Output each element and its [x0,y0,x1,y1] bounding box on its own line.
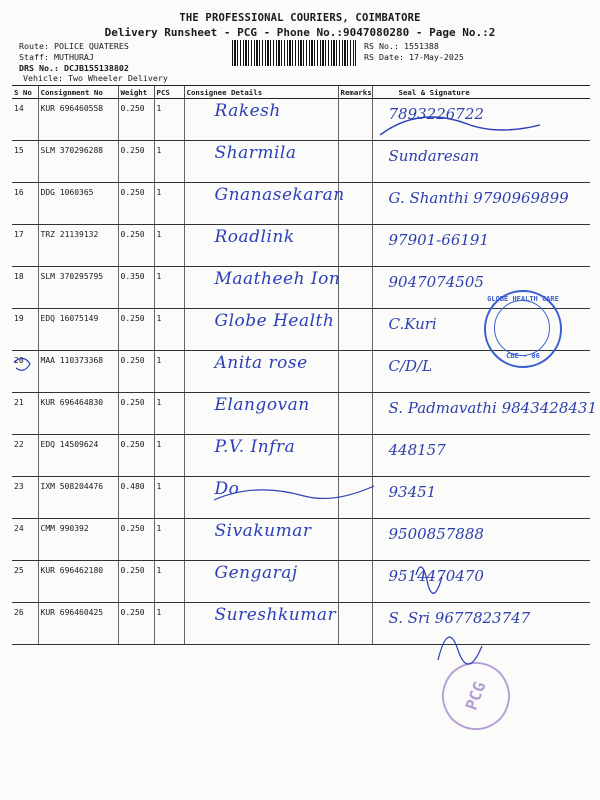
handwritten-signature: 93451 [388,483,437,501]
cell-signature [372,183,590,225]
col-signature: Seal & Signature [372,86,590,99]
cell-sno: 20 [12,351,38,393]
cell-consignee [184,561,338,603]
table-row [12,225,590,267]
cell-weight: 0.250 [118,351,154,393]
handwritten-consignee: P.V. Infra [214,437,296,457]
pcg-seal: PCG [432,652,519,739]
handwritten-signature: C.Kuri [388,315,437,333]
handwritten-consignee: Anita rose [214,353,308,373]
handwritten-consignee: Maatheeh Ion [214,269,341,289]
cell-consignment: KUR 696464830 [38,393,118,435]
cell-signature [372,225,590,267]
handwritten-consignee: Globe Health [214,311,335,331]
table-row [12,435,590,477]
cell-consignee [184,183,345,225]
cell-consignment: MAA 110373368 [38,351,118,393]
handwritten-signature: 9514470470 [388,567,484,585]
cell-pcs: 1 [154,225,184,267]
cell-weight: 0.250 [118,99,154,141]
cell-weight: 0.250 [118,183,154,225]
cell-consignment: SLM 370296288 [38,141,118,183]
seal-bottom-text: CBE - 06 [506,352,540,360]
cell-signature [372,477,590,519]
cell-sno: 26 [12,603,38,645]
company-title: THE PROFESSIONAL COURIERS, COIMBATORE [179,12,421,24]
cell-pcs: 1 [154,309,184,351]
cell-pcs: 1 [154,603,184,645]
vehicle-field: Vehicle: Two Wheeler Delivery [23,73,168,83]
cell-pcs: 1 [154,267,184,309]
seal-top-text: GLOBE HEALTH CARE [487,295,559,303]
handwritten-consignee: Elangovan [214,395,310,415]
cell-remarks [338,267,372,309]
cell-signature [372,561,590,603]
cell-consignment: DDG 1060365 [38,183,118,225]
cell-consignee [184,225,338,267]
cell-signature [372,99,590,141]
cell-consignment: TRZ 21139132 [38,225,118,267]
handwritten-consignee: Sivakumar [214,521,312,541]
route-field: Route: POLICE QUATERES [19,41,129,51]
handwritten-consignee: Gengaraj [214,563,298,583]
handwritten-consignee: Do [214,479,240,499]
cell-pcs: 1 [154,561,184,603]
cell-weight: 0.480 [118,477,154,519]
handwritten-signature: 9047074505 [388,273,484,291]
handwritten-signature: C/D/L [388,357,433,375]
cell-consignee [184,141,338,183]
cell-consignee [184,603,338,645]
cell-sno: 16 [12,183,38,225]
cell-weight: 0.250 [118,225,154,267]
cell-consignment: KUR 696460558 [38,99,118,141]
cell-pcs: 1 [154,351,184,393]
cell-signature [372,393,598,435]
handwritten-consignee: Sureshkumar [214,605,337,625]
cell-consignee [184,477,338,519]
cell-weight: 0.250 [118,435,154,477]
table-row [12,183,590,225]
cell-remarks [338,141,372,183]
runsheet-table [12,85,598,645]
cell-consignee [184,309,338,351]
drs-field: DRS No.: DCJB155138802 [19,63,129,73]
col-consignment: Consignment No [38,86,118,99]
col-consignee: Consignee Details [184,86,338,99]
cell-consignee [184,99,338,141]
cell-signature [372,603,590,645]
cell-remarks [338,99,372,141]
cell-pcs: 1 [154,393,184,435]
cell-remarks [338,183,372,225]
cell-weight: 0.350 [118,267,154,309]
handwritten-consignee: Gnanasekaran [214,185,345,205]
cell-sno: 21 [12,393,38,435]
rs-date: RS Date: 17-May-2025 [364,52,464,62]
cell-consignee [184,435,338,477]
col-weight: Weight [118,86,154,99]
cell-consignment: EDQ 16075149 [38,309,118,351]
cell-weight: 0.250 [118,393,154,435]
cell-sno: 18 [12,267,38,309]
handwritten-signature: S. Sri 9677823747 [388,609,531,627]
staff-field: Staff: MUTHURAJ [19,52,94,62]
cell-remarks [338,603,372,645]
cell-pcs: 1 [154,519,184,561]
cell-remarks [338,477,372,519]
cell-weight: 0.250 [118,603,154,645]
table-header-row [12,86,590,99]
cell-consignment: SLM 370295795 [38,267,118,309]
col-pcs: PCS [154,86,184,99]
cell-pcs: 1 [154,435,184,477]
cell-consignment: IXM 508204476 [38,477,118,519]
cell-weight: 0.250 [118,561,154,603]
cell-consignee [184,519,338,561]
col-remarks: Remarks [338,86,372,99]
handwritten-signature: S. Padmavathi 9843428431 [388,399,598,417]
cell-remarks [338,225,372,267]
table-row [12,477,590,519]
table-row [12,561,590,603]
cell-pcs: 1 [154,99,184,141]
cell-remarks [338,435,372,477]
cell-weight: 0.250 [118,141,154,183]
cell-sno: 22 [12,435,38,477]
handwritten-signature: Sundaresan [388,147,479,165]
handwritten-consignee: Roadlink [214,227,295,247]
cell-weight: 0.250 [118,519,154,561]
cell-sno: 23 [12,477,38,519]
table-row [12,99,590,141]
cell-remarks [338,309,372,351]
cell-sno: 19 [12,309,38,351]
table-row [12,603,590,645]
cell-weight: 0.250 [118,309,154,351]
cell-sno: 25 [12,561,38,603]
cell-consignment: EDQ 14509624 [38,435,118,477]
cell-consignment: KUR 696462180 [38,561,118,603]
table-row [12,393,590,435]
globe-health-seal [484,290,562,368]
cell-remarks [338,561,372,603]
col-sno: S No [12,86,38,99]
cell-consignee [184,393,338,435]
handwritten-signature: 7893226722 [388,105,484,123]
table-row [12,141,590,183]
cell-consignment: CMM 990392 [38,519,118,561]
handwritten-signature: 448157 [388,441,446,459]
cell-pcs: 1 [154,141,184,183]
cell-remarks [338,519,372,561]
cell-consignee [184,267,341,309]
handwritten-consignee: Sharmila [214,143,297,163]
cell-sno: 17 [12,225,38,267]
rs-number: RS No.: 1551388 [364,41,439,51]
cell-signature [372,141,590,183]
cell-pcs: 1 [154,477,184,519]
runsheet-subtitle: Delivery Runsheet - PCG - Phone No.:9047080280 - Page No.:2 [104,26,496,39]
cell-consignee [184,351,338,393]
cell-signature [372,519,590,561]
cell-signature [372,435,590,477]
barcode [232,40,356,66]
cell-sno: 14 [12,99,38,141]
handwritten-signature: 97901-66191 [388,231,490,249]
cell-sno: 24 [12,519,38,561]
cell-pcs: 1 [154,183,184,225]
table-row [12,519,590,561]
cell-remarks [338,393,372,435]
handwritten-consignee: Rakesh [214,101,281,121]
cell-sno: 15 [12,141,38,183]
cell-remarks [338,351,372,393]
cell-consignment: KUR 696460425 [38,603,118,645]
handwritten-signature: 9500857888 [388,525,484,543]
handwritten-signature: G. Shanthi 9790969899 [388,189,569,207]
